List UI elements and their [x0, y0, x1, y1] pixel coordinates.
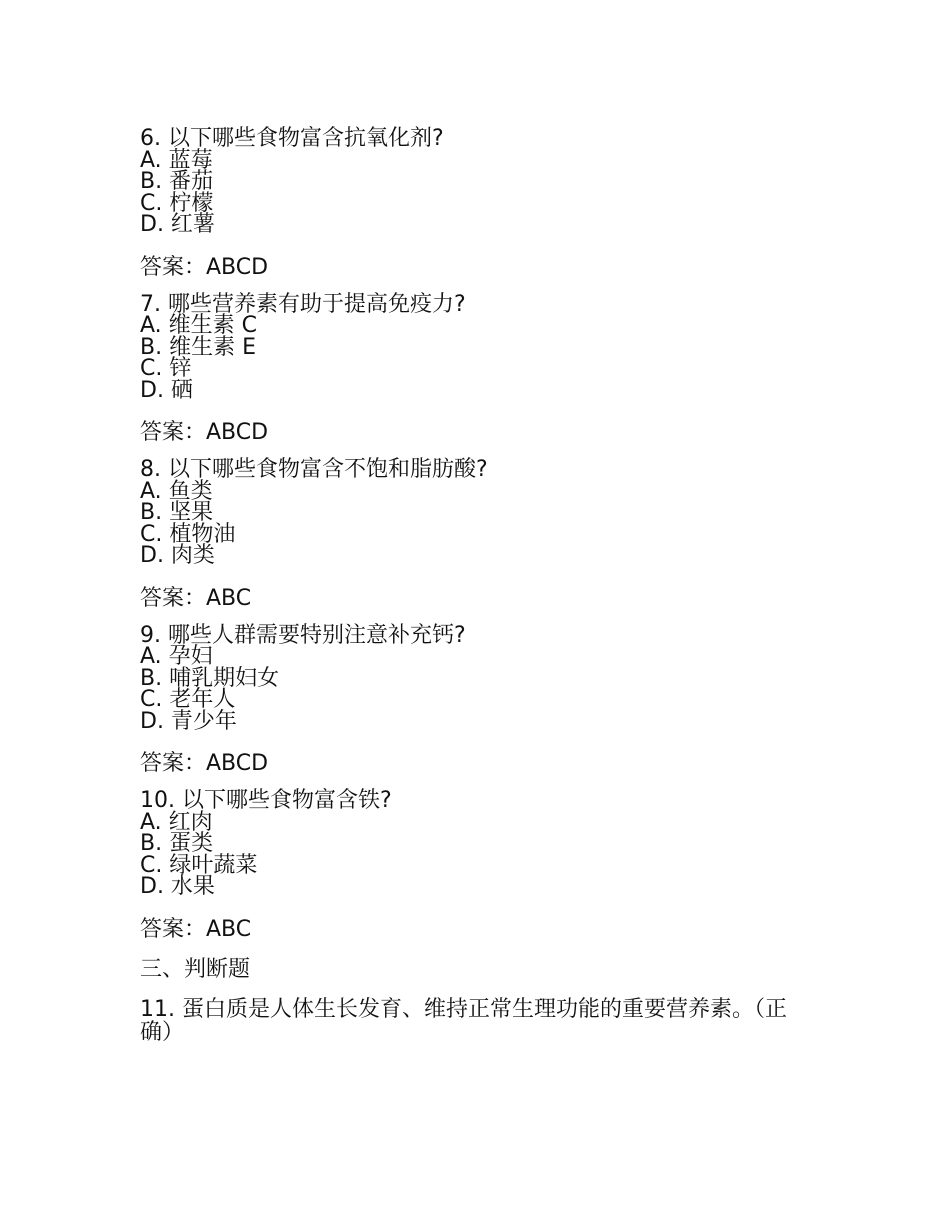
question-title: 6. 以下哪些食物富含抗氧化剂?	[140, 126, 444, 151]
question-9	[140, 622, 820, 779]
option-a: A. 蓝莓	[140, 147, 213, 173]
option-b: B. 蛋类	[140, 831, 214, 856]
option-a: A. 鱼类	[140, 478, 213, 504]
question-6	[140, 128, 820, 282]
option-a: A. 红肉	[140, 809, 213, 835]
option-d: D. 青少年	[140, 708, 237, 734]
question-title: 10. 以下哪些食物富含铁?	[140, 788, 392, 813]
option-b: B. 维生素 E	[140, 334, 256, 360]
option-b: B. 坚果	[140, 500, 214, 525]
option-b: B. 番茄	[140, 169, 214, 194]
option-c: C. 老年人	[140, 687, 236, 712]
question-title: 8. 以下哪些食物富含不饱和脂肪酸?	[140, 457, 488, 482]
option-a: A. 孕妇	[140, 644, 213, 669]
answer-line: 答案：ABC	[140, 585, 252, 611]
option-a: A. 维生素 C	[140, 313, 258, 338]
answer-line: 答案：ABCD	[140, 420, 269, 445]
option-d: D. 红薯	[140, 212, 215, 237]
option-b: B. 哺乳期妇女	[140, 665, 280, 691]
option-c: C. 绿叶蔬菜	[140, 852, 258, 878]
section-heading: 三、判断题	[140, 956, 251, 982]
question-7	[140, 291, 820, 448]
answer-line: 答案：ABC	[140, 916, 252, 942]
question-title: 7. 哪些营养素有助于提高免疫力?	[140, 291, 466, 317]
question-title: 9. 哪些人群需要特别注意补充钙?	[140, 622, 466, 648]
answer-line: 答案：ABCD	[140, 751, 269, 776]
answer-line: 答案：ABCD	[140, 254, 269, 280]
option-c: C. 锌	[140, 356, 192, 381]
option-d: D. 水果	[140, 874, 215, 899]
option-c: C. 植物油	[140, 521, 236, 547]
option-d: D. 硒	[140, 377, 193, 403]
question-8	[140, 459, 820, 613]
option-d: D. 肉类	[140, 543, 215, 568]
document-page	[140, 128, 820, 1044]
question-10	[140, 790, 820, 944]
option-c: C. 柠檬	[140, 190, 214, 216]
true-false-statement: 11. 蛋白质是人体生长发育、维持正常生理功能的重要营养素。（正确）	[140, 996, 787, 1045]
